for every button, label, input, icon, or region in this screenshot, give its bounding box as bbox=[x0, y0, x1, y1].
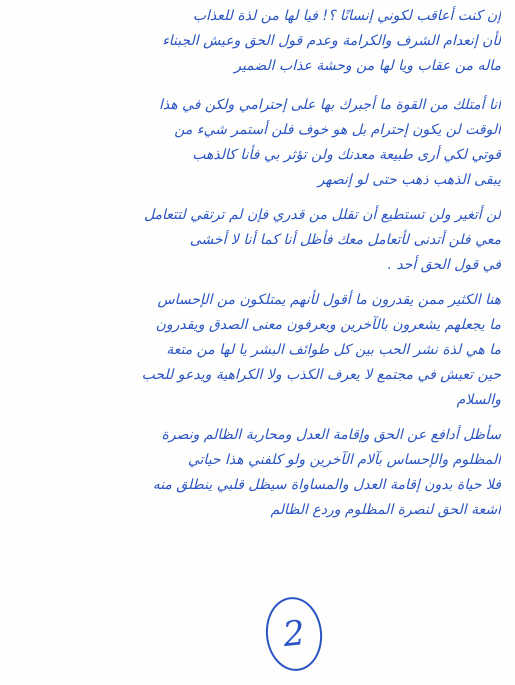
text-line: سأظل أدافع عن الحق وإقامة العدل ومحاربة الظالم ونصرة bbox=[161, 427, 501, 443]
text-line: ماله من عقاب ويا لها من وحشة عذاب الضمير bbox=[234, 58, 501, 74]
text-line: يبقى الذهب ذهب حتى لو إنصهر bbox=[317, 172, 501, 188]
text-line: قوتي لكي أرى طبيعة معدنك ولن تؤثر بي فأنا كالذهب bbox=[192, 147, 501, 163]
text-line: الوقت لن يكون إحترام بل هو خوف فلن أستمر شيء من bbox=[174, 122, 501, 138]
text-line: لن أتغير ولن تستطيع أن تقلل من قدري فإن لم ترتقي لتتعامل bbox=[143, 207, 501, 223]
paragraph-3 bbox=[12, 203, 501, 278]
text-line: هنا الكثير ممن يقدرون ما أقول لأنهم يمتلكون من الإحساس bbox=[157, 292, 501, 308]
text-line: والسلام bbox=[456, 392, 501, 408]
text-line: المظلوم والإحساس بآلام الآخرين ولو كلفني هذا حياتي bbox=[187, 452, 501, 468]
text-line: ما هي لذة نشر الحب بين كل طوائف البشر يا لها من متعة bbox=[166, 342, 501, 358]
paragraph-5 bbox=[12, 423, 501, 523]
page-number: 2 bbox=[262, 594, 325, 673]
paragraph-1 bbox=[12, 4, 501, 79]
paragraph-4 bbox=[12, 288, 501, 413]
text-line: لأن إنعدام الشرف والكرامة وعدم قول الحق وعيش الجبناء bbox=[162, 33, 501, 49]
text-line: فلا حياة بدون إقامة العدل والمساواة سيظل قلبي ينطلق منه bbox=[152, 477, 501, 493]
text-line: إن كنت أعاقب لكوني إنسانًا ؟! فيا لها من لذة للعذاب bbox=[192, 8, 501, 24]
text-line: أنا أمتلك من القوة ما أجبرك بها على إحترامي ولكن في هذا bbox=[158, 97, 501, 113]
text-line: في قول الحق أحد . bbox=[387, 257, 501, 273]
text-line: حين تعيش في مجتمع لا يعرف الكذب ولا الكراهية ويدعو للحب bbox=[141, 367, 501, 383]
paragraph-2 bbox=[12, 93, 501, 193]
text-line: معي فلن أتدنى لأتعامل معك فأظل أنا كما أنا لا أخشى bbox=[189, 232, 501, 248]
text-line: ما يجعلهم يشعرون بالآخرين ويعرفون معنى الصدق ويقدرون bbox=[155, 317, 501, 333]
text-line: أشعة الحق لنصرة المظلوم وردع الظالم bbox=[270, 502, 501, 518]
